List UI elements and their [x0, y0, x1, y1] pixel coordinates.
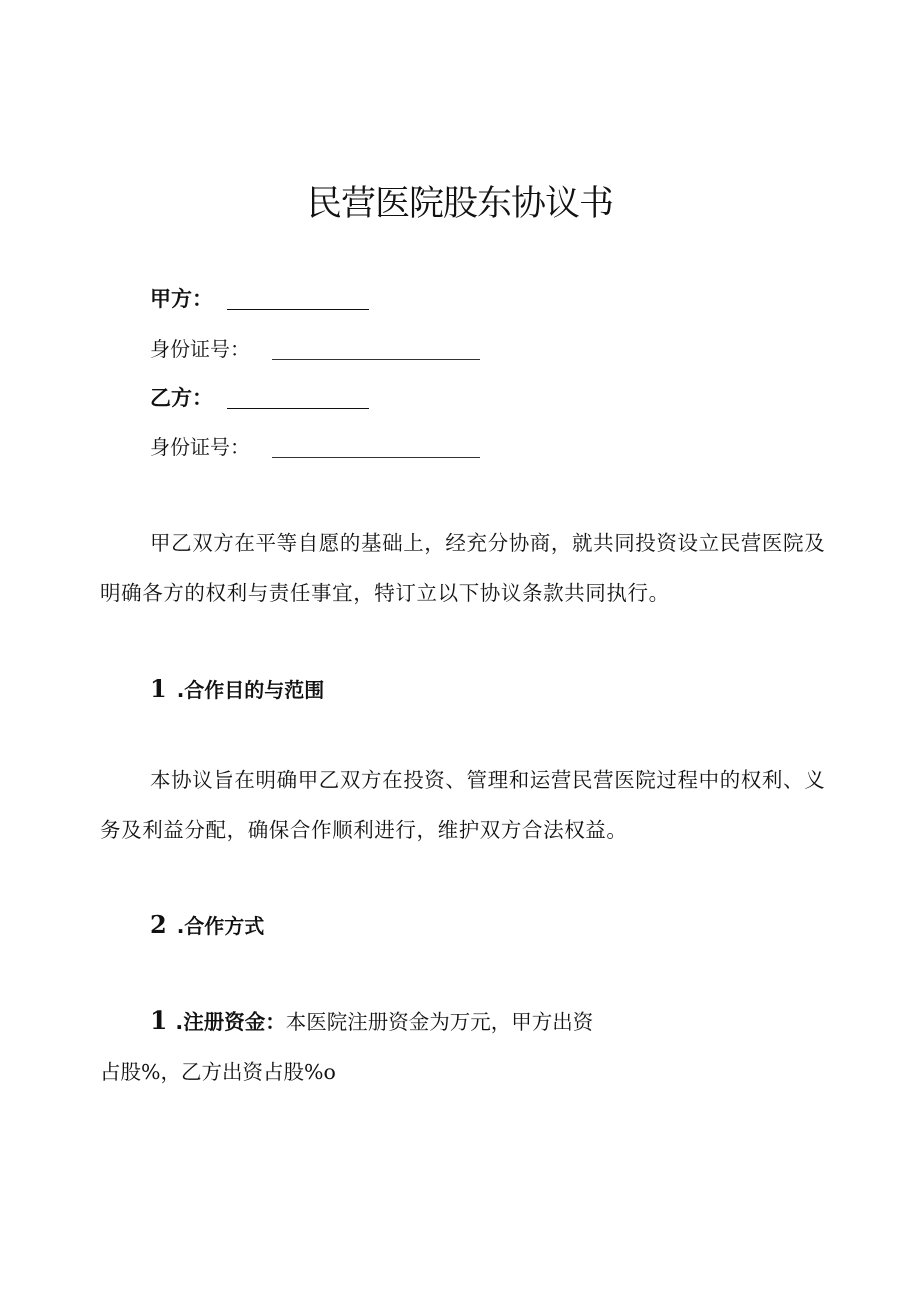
item-1-number: 1 [150, 1006, 168, 1035]
party-a-id-label: 身份证号： [150, 337, 250, 361]
section-1-text: 本协议旨在明确甲乙双方在投资、管理和运营民营医院过程中的权利、义务及利益分配，确保合作顺利进行，维护双方合法权益。 [100, 768, 826, 842]
section-1-number: 1 [150, 674, 167, 703]
section-1-heading [150, 674, 324, 705]
party-b-id-blank [272, 457, 480, 458]
section-1-title: .合作目的与范围 [176, 678, 325, 702]
section-2-heading [150, 910, 264, 941]
document-title: 民营医院股东协议书 [306, 184, 613, 224]
intro-paragraph [100, 518, 830, 618]
party-a-id-row [150, 334, 480, 364]
section-2-item-1 [100, 996, 830, 1097]
party-a-blank [227, 309, 369, 310]
party-a-label: 甲方： [150, 287, 213, 311]
item-1-text-line2: 占股%，乙方出资占股%o [100, 1060, 336, 1084]
party-b-id-row [150, 432, 480, 462]
section-2-title: .合作方式 [176, 914, 265, 938]
party-a-id-blank [272, 359, 480, 360]
party-b-label: 乙方： [150, 386, 213, 410]
party-a-row [150, 284, 369, 314]
party-b-id-label: 身份证号： [150, 435, 250, 459]
item-1-text-line1: 本医院注册资金为万元，甲方出资 [285, 1010, 594, 1034]
party-b-blank [227, 408, 369, 409]
item-1-term: .注册资金： [175, 1010, 286, 1034]
intro-text: 甲乙双方在平等自愿的基础上，经充分协商，就共同投资设立民营医院及明确各方的权利与责任事宜，特订立以下协议条款共同执行。 [100, 531, 826, 605]
section-2-number: 2 [150, 910, 167, 939]
section-1-paragraph [100, 755, 830, 855]
party-b-row [150, 383, 369, 413]
